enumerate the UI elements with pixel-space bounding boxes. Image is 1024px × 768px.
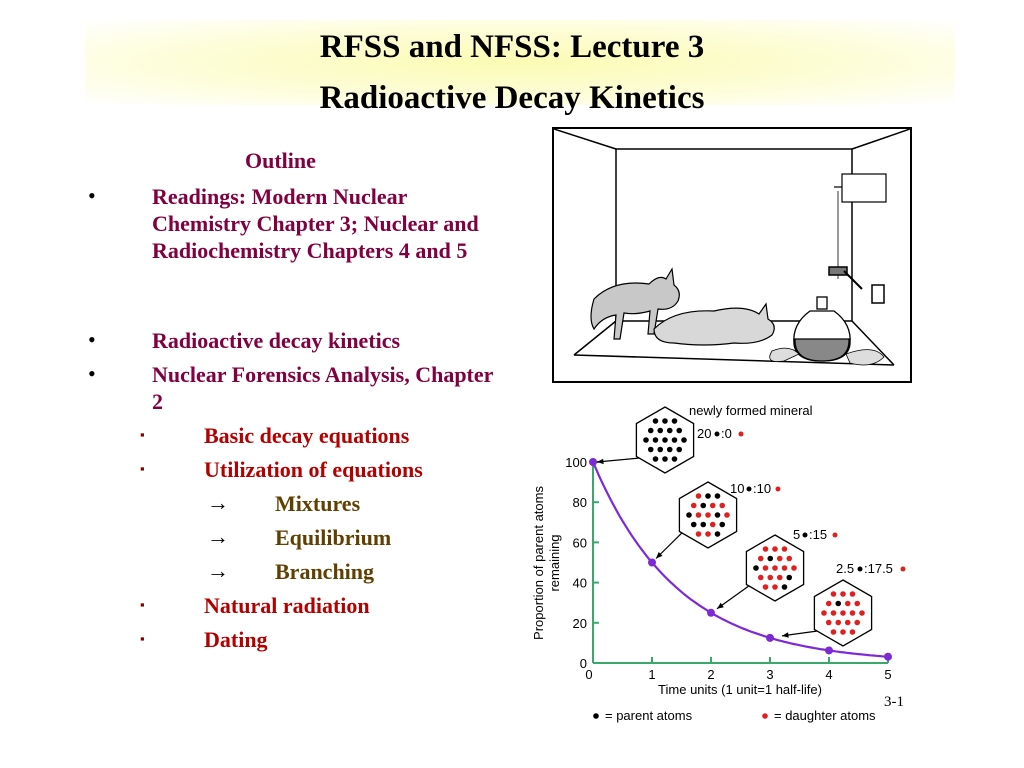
parent-atom	[662, 418, 668, 424]
outline-subitem: Basic decay equations	[204, 423, 410, 448]
y-tick-label: 40	[572, 575, 587, 591]
daughter-atom	[821, 610, 827, 616]
ratio-daughter: :17.5	[864, 561, 893, 576]
daughter-dot-icon	[739, 432, 744, 437]
data-point	[707, 609, 715, 617]
parent-atom	[662, 437, 668, 443]
data-point	[589, 458, 597, 466]
parent-atom	[653, 418, 659, 424]
daughter-atom	[705, 512, 711, 518]
x-tick-label: 0	[585, 667, 593, 682]
cat-lying-icon	[654, 304, 774, 345]
parent-atom	[662, 456, 668, 462]
outline-subitem: Utilization of equations	[204, 457, 423, 482]
daughter-atom	[850, 629, 856, 635]
parent-atom	[653, 456, 659, 462]
parent-atom	[648, 447, 654, 453]
daughter-atom	[772, 584, 778, 590]
parent-atom	[672, 437, 678, 443]
daughter-atom	[859, 610, 865, 616]
slide-title-line1: RFSS and NFSS: Lecture 3	[319, 29, 705, 65]
daughter-atom	[758, 575, 764, 581]
y-tick-label: 0	[579, 656, 587, 671]
parent-atom	[691, 522, 697, 528]
bullet-square-icon: ▪	[140, 597, 145, 612]
parent-atom	[657, 447, 663, 453]
slide-title-line2: Radioactive Decay Kinetics	[319, 80, 705, 116]
daughter-atom	[826, 620, 832, 626]
daughter-atom	[831, 610, 837, 616]
daughter-atom	[772, 565, 778, 571]
parent-atom	[753, 565, 759, 571]
data-point	[884, 653, 892, 661]
daughter-dot-icon	[833, 533, 838, 538]
daughter-atom	[831, 629, 837, 635]
daughter-dot-icon	[762, 713, 768, 719]
data-point	[825, 646, 833, 654]
daughter-atom	[758, 556, 764, 562]
schrodinger-cat-illustration	[552, 127, 912, 383]
ratio-parent: 2.5	[836, 561, 855, 576]
data-point	[648, 559, 656, 567]
y-tick-label: 60	[572, 535, 587, 551]
daughter-atom	[854, 601, 860, 607]
daughter-atom	[724, 512, 730, 518]
daughter-atom	[782, 546, 788, 552]
daughter-atom	[777, 575, 783, 581]
decay-chart-svg	[527, 398, 917, 728]
outline-item: Nuclear Forensics Analysis, Chapter 2	[152, 362, 494, 414]
daughter-atom	[763, 584, 769, 590]
daughter-atom	[696, 493, 702, 499]
daughter-atom	[826, 601, 832, 607]
daughter-atom	[835, 620, 841, 626]
outline-subitem: Natural radiation	[204, 593, 370, 618]
newly-formed-label: newly formed mineral	[689, 403, 813, 418]
bullet-square-icon: ▪	[140, 461, 145, 476]
parent-atom	[700, 503, 706, 509]
device-box	[834, 174, 886, 279]
daughter-atom	[777, 556, 783, 562]
ratio-parent: 10	[730, 481, 745, 496]
daughter-atom	[763, 546, 769, 552]
daughter-dot-icon	[776, 487, 781, 492]
parent-atom	[676, 447, 682, 453]
daughter-atom	[772, 546, 778, 552]
daughter-atom	[845, 601, 851, 607]
daughter-atom	[767, 575, 773, 581]
daughter-atom	[691, 503, 697, 509]
hammer-icon	[829, 267, 884, 303]
daughter-atom	[786, 556, 792, 562]
daughter-atom	[719, 503, 725, 509]
arrow-right-icon: →	[207, 524, 229, 549]
x-tick-label: 5	[884, 667, 892, 682]
ratio-parent: 5	[793, 527, 801, 542]
y-axis-label-line2: remaining	[547, 534, 562, 592]
daughter-atom	[840, 629, 846, 635]
arrowhead-icon	[717, 603, 724, 609]
x-axis-label: Time units (1 unit=1 half-life)	[658, 682, 822, 697]
daughter-atom	[710, 522, 716, 528]
daughter-atom	[763, 565, 769, 571]
data-point	[766, 634, 774, 642]
parent-atom	[782, 584, 788, 590]
daughter-atom	[831, 591, 837, 597]
parent-atom	[786, 575, 792, 581]
bullet-square-icon: ▪	[140, 427, 145, 442]
parent-dot-icon	[747, 487, 752, 492]
slide-number: 3-1	[884, 694, 904, 710]
ratio-daughter: :10	[753, 481, 772, 496]
outline-heading: Outline	[245, 148, 316, 173]
legend-daughter: = daughter atoms	[774, 708, 876, 723]
outline-item: Readings: Modern Nuclear Chemistry Chapter 3; Nuclear and Radiochemistry Chapters 4 and 5	[152, 184, 479, 263]
y-tick-label: 100	[565, 455, 587, 470]
outline-subsubitem: Branching	[275, 559, 375, 584]
daughter-atom	[845, 620, 851, 626]
legend-parent: = parent atoms	[605, 708, 693, 723]
y-tick-label: 20	[572, 615, 587, 631]
daughter-atom	[850, 610, 856, 616]
outline-subsubitem: Equilibrium	[275, 525, 392, 550]
parent-atom	[648, 428, 654, 434]
daughter-atom	[791, 565, 797, 571]
daughter-atom	[782, 565, 788, 571]
decay-chart	[527, 398, 917, 728]
parent-atom	[681, 437, 687, 443]
arrowhead-icon	[782, 632, 789, 637]
x-tick-label: 1	[648, 667, 656, 682]
parent-dot-icon	[593, 713, 599, 719]
x-tick-label: 3	[766, 667, 774, 682]
parent-atom	[719, 522, 725, 528]
parent-atom	[715, 531, 721, 537]
x-tick-label: 2	[707, 667, 715, 682]
parent-atom	[676, 428, 682, 434]
parent-atom	[672, 418, 678, 424]
y-tick-label: 80	[572, 495, 587, 511]
bullet-dot-icon: •	[88, 183, 96, 208]
parent-atom	[715, 512, 721, 518]
parent-atom	[715, 493, 721, 499]
ratio-parent: 20	[697, 426, 712, 441]
bullet-dot-icon: •	[88, 327, 96, 352]
y-axis-label: Proportion of parent atoms	[531, 486, 546, 640]
outline-item: Radioactive decay kinetics	[152, 328, 401, 353]
daughter-dot-icon	[901, 567, 906, 572]
parent-atom	[653, 437, 659, 443]
arrow-right-icon: →	[207, 558, 229, 583]
x-tick-label: 4	[825, 667, 833, 682]
parent-atom	[667, 447, 673, 453]
daughter-atom	[696, 531, 702, 537]
ratio-daughter: :15	[809, 527, 828, 542]
poison-flask-icon	[794, 297, 850, 361]
daughter-atom	[710, 503, 716, 509]
parent-atom	[686, 512, 692, 518]
daughter-atom	[854, 620, 860, 626]
parent-atom	[705, 493, 711, 499]
parent-atom	[643, 437, 649, 443]
parent-atom	[667, 428, 673, 434]
daughter-atom	[705, 531, 711, 537]
bullet-square-icon: ▪	[140, 631, 145, 646]
outline-subsubitem: Mixtures	[275, 491, 361, 516]
legend	[593, 708, 876, 723]
cat-room-drawing	[554, 129, 910, 381]
daughter-atom	[840, 591, 846, 597]
parent-atom	[767, 556, 773, 562]
parent-atom	[672, 456, 678, 462]
parent-dot-icon	[803, 533, 808, 538]
ratio-daughter: :0	[721, 426, 732, 441]
daughter-atom	[696, 512, 702, 518]
parent-atom	[657, 428, 663, 434]
daughter-atom	[850, 591, 856, 597]
parent-dot-icon	[715, 432, 720, 437]
outline-subitem: Dating	[204, 627, 268, 652]
parent-dot-icon	[858, 567, 863, 572]
parent-atom	[835, 601, 841, 607]
parent-atom	[700, 522, 706, 528]
daughter-atom	[840, 610, 846, 616]
arrow-right-icon: →	[207, 490, 229, 515]
bullet-dot-icon: •	[88, 361, 96, 386]
